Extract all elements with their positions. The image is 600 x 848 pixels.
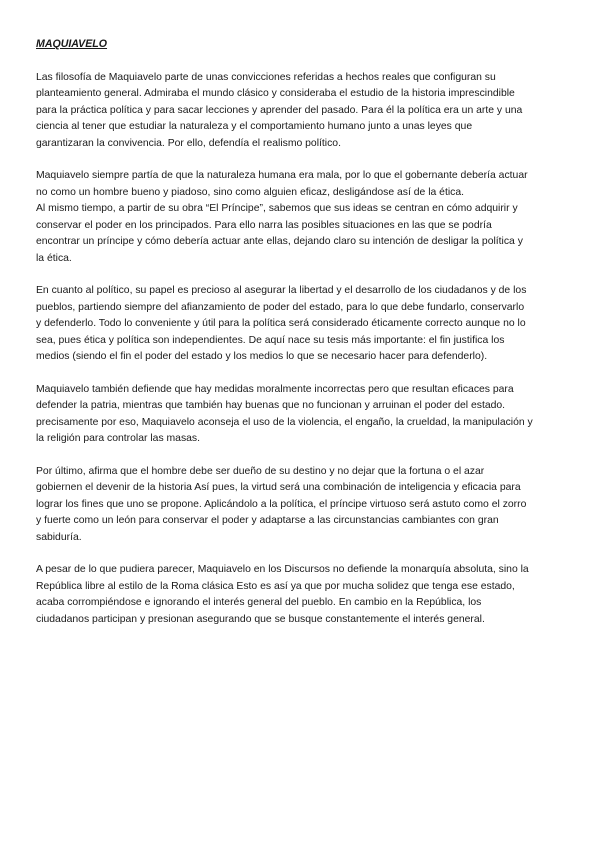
paragraph-line: conservar el poder en los principados. Para ello narra las posibles situaciones en las que se podría: [36, 219, 492, 231]
paragraph-line: precisamente por eso, Maquiavelo aconseja el uso de la violencia, el engaño, la crueldad, la manipulación y: [36, 416, 533, 428]
paragraph-line: encontrar un príncipe y cómo debería actuar ante ellas, dejando claro su intención de desligar la política y: [36, 236, 523, 247]
paragraph-line: planteamiento general. Admiraba el mundo clásico y consideraba el estudio de la historia imprescindible: [36, 88, 515, 99]
paragraph-line: Al mismo tiempo, a partir de su obra “El Príncipe”, sabemos que sus ideas se centran en cómo adquirir y: [36, 203, 518, 214]
paragraph-line: medios (siendo el fin el poder del estado y los medios lo que se necesario hacer para defenderlo).: [36, 351, 488, 362]
paragraph-line: y defenderlo. Todo lo conveniente y útil para la política será considerado éticamente correcto aunque no lo: [36, 318, 526, 329]
paragraph-line: República libre al estilo de la Roma clásica Esto es así ya que por mucha solidez que tenga ese estado,: [36, 580, 515, 592]
paragraph-6: [36, 562, 566, 628]
paragraph-line: En cuanto al político, su papel es precioso al asegurar la libertad y el desarrollo de los ciudadanos y de los: [36, 285, 527, 296]
paragraph-line: no como un hombre bueno y piadoso, sino como alguien eficaz, desligándose así de la ética.: [36, 186, 465, 198]
paragraph-line: Las filosofía de Maquiavelo parte de unas convicciones referidas a hechos reales que configuran su: [36, 71, 496, 83]
paragraph-line: ciudadanos participan y presionan asegurando que se busque constantemente el interés general.: [36, 613, 485, 625]
paragraph-line: acaba corrompiéndose e ignorando el interés general del pueblo. En cambio en la República, los: [36, 597, 482, 608]
paragraph-5: [36, 464, 566, 547]
paragraph-line: Maquiavelo también defiende que hay medidas moralmente incorrectas pero que resultan eficaces para: [36, 383, 514, 395]
document-page: [36, 36, 566, 644]
paragraph-line: la religión para controlar las masas.: [36, 433, 201, 444]
paragraph-line: pueblos, partiendo siempre del afianzamiento de poder del estado, para lo que debe fundarlo, conservarlo: [36, 301, 525, 313]
paragraph-line: sea, pues ética y política son independientes. De aquí nace su tesis más importante: el fin justifica los: [36, 334, 505, 346]
paragraph-3: [36, 283, 566, 366]
paragraph-line: garantizaran la convivencia. Por ello, defendía el realismo político.: [36, 137, 341, 149]
paragraph-line: la ética.: [36, 252, 72, 264]
paragraph-line: gobiernen el devenir de la historia Así pues, la virtud será una combinación de inteligencia y eficacia para: [36, 482, 521, 493]
paragraph-2: [36, 168, 566, 267]
paragraph-line: para la práctica política y para sacar lecciones y aprender del pasado. Para él la política era un arte y una: [36, 104, 523, 116]
paragraph-line: y fuerte como un león para conservar el poder y adaptarse a las circunstancias cambiantes con gran: [36, 515, 499, 526]
document-title: MAQUIAVELO: [36, 38, 108, 50]
paragraph-line: Maquiavelo siempre partía de que la naturaleza humana era mala, por lo que el gobernante debería actuar: [36, 170, 528, 181]
paragraph-4: [36, 382, 566, 448]
paragraph-line: Por último, afirma que el hombre debe ser dueño de su destino y no dejar que la fortuna o el azar: [36, 465, 485, 477]
paragraph-line: defender la patria, mientras que también hay buenas que no funcionan y arruinan el poder del estado.: [36, 400, 506, 411]
paragraph-line: ciencia al tener que estudiar la naturaleza y el comportamiento humano junto a unas leyes que: [36, 121, 473, 132]
document-body: [36, 70, 566, 629]
paragraph-line: sabiduría.: [36, 531, 82, 543]
paragraph-line: lograr los fines que uno se propone. Aplicándolo a la política, el príncipe virtuoso será astuto como el zorro: [36, 498, 527, 510]
paragraph-1: [36, 70, 566, 153]
paragraph-line: A pesar de lo que pudiera parecer, Maquiavelo en los Discursos no defiende la monarquía absoluta, sino la: [36, 564, 529, 575]
